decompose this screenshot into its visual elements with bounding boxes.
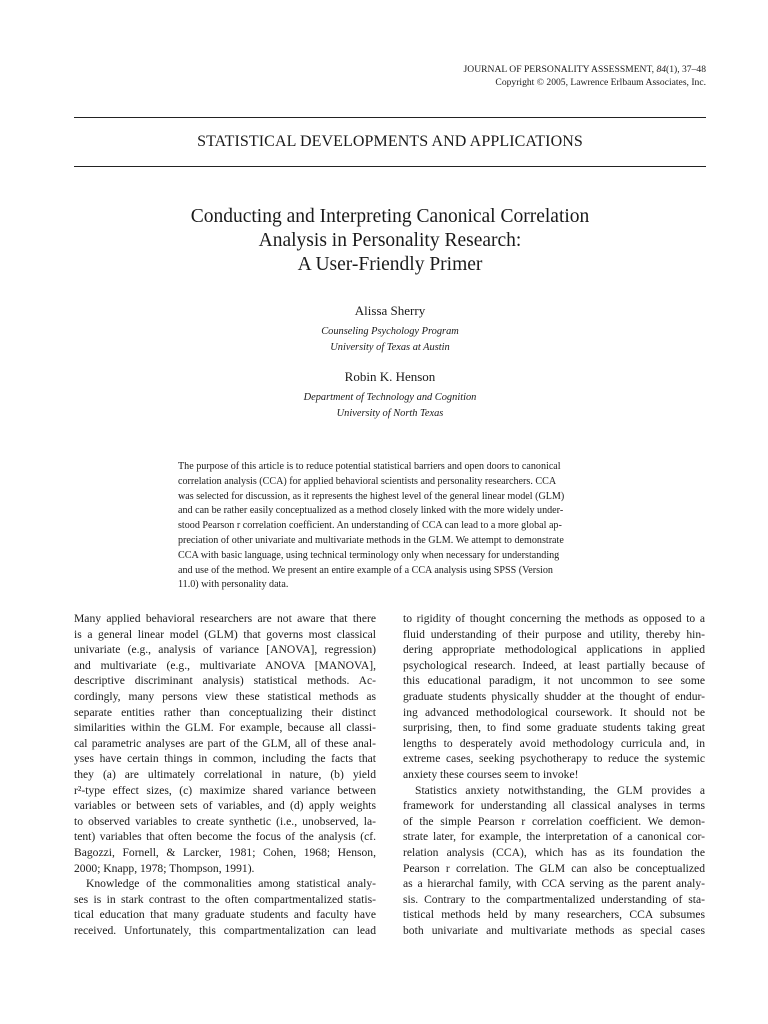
author-name: Robin K. Henson	[344, 369, 436, 384]
body-line: variables or between sets of variables, and (d) apply weights	[74, 799, 376, 813]
body-line: lengths to desperately avoid methodology curricula and, in	[403, 736, 705, 750]
body-line: Knowledge of the commonalities among statistical analy-	[86, 877, 376, 891]
author-affiliation: Department of Technology and Cognition	[303, 392, 477, 403]
body-line: both univariate and multivariate methods as special cases	[403, 923, 705, 937]
journal-volume: 84	[656, 64, 667, 75]
body-line: received. Unfortunately, this compartmentalization can lead	[74, 923, 376, 937]
abstract-line: CCA with basic language, using technical terminology only when necessary for understanding	[178, 549, 560, 561]
body-line: separate entities rather than conceptualizing their distinct	[74, 705, 376, 719]
abstract-line: correlation analysis (CCA) for applied behavioral scientists and personality researchers. CCA	[178, 475, 557, 487]
journal-header	[464, 63, 706, 89]
journal-citation	[464, 63, 706, 76]
author-name: Alissa Sherry	[354, 303, 426, 318]
body-line: extreme cases, seeking psychotherapy to reduce the systemic	[403, 752, 705, 766]
author-affiliation: University of Texas at Austin	[330, 342, 450, 353]
body-line: they (a) are ultimately correlational in nature, (b) yield	[74, 767, 376, 781]
journal-issue-pages: (1), 37–48	[666, 64, 706, 75]
author-block	[74, 303, 706, 356]
body-line: anxiety these courses seem to invoke!	[403, 767, 579, 781]
body-line: fluid understanding of their purpose and utility, thereby hin-	[403, 627, 705, 641]
body-line: cal parametric analyses are part of the GLM, all of these anal-	[74, 736, 376, 750]
body-column-left	[74, 611, 376, 938]
abstract-line: and use of the method. We present an entire example of a CCA analysis using SPSS (Version	[178, 564, 553, 576]
section-heading: STATISTICAL DEVELOPMENTS AND APPLICATIONS	[197, 133, 583, 150]
body-line: tent) variables that often become the focus of the analysis (cf.	[74, 830, 376, 844]
body-line: ing advanced methodological coursework. It should not be	[403, 705, 705, 719]
abstract-line: 11.0) with personality data.	[178, 579, 289, 591]
body-line: surprising, then, to find some graduate students taking great	[403, 721, 705, 735]
author-block	[74, 369, 706, 422]
body-column-right	[403, 611, 705, 938]
body-line: ses is in stark contrast to the often compartmentalized statis-	[74, 892, 376, 906]
abstract-line: was selected for discussion, as it represents the highest level of the general linear model (GLM)	[178, 490, 565, 502]
body-line: r²-type effect sizes, (c) maximize shared variance between	[74, 783, 376, 797]
title-line: Conducting and Interpreting Canonical Correlation	[190, 206, 590, 227]
body-line: Pearson r correlation. The GLM can also be conceptualized	[403, 861, 705, 875]
bottom-rule	[74, 166, 706, 167]
abstract-line: preciation of other univariate and multivariate methods in the GLM. We attempt to demonstrate	[178, 534, 564, 546]
body-line: framework for understanding all classical analyses in terms	[403, 799, 705, 813]
body-line: and multivariate (e.g., multivariate ANOVA [MANOVA],	[74, 658, 376, 672]
body-line: graduate students physically shudder at the thought of endur-	[403, 689, 705, 703]
body-line: cordingly, many persons view these statistical methods as	[74, 689, 376, 703]
body-line: tistical methods held by many researchers, CCA subsumes	[403, 908, 705, 922]
abstract	[178, 460, 602, 593]
body-line: Statistics anxiety notwithstanding, the GLM provides a	[415, 783, 705, 797]
copyright-line: Copyright © 2005, Lawrence Erlbaum Associates, Inc.	[495, 77, 706, 88]
body-line: Bagozzi, Fornell, & Larcker, 1981; Cohen, 1968; Henson,	[74, 845, 376, 859]
title-line: A User-Friendly Primer	[297, 254, 483, 275]
body-line: 2000; Knapp, 1978; Thompson, 1991).	[74, 861, 255, 875]
body-line: as a hierarchal family, with CCA serving as the parent analy-	[403, 877, 705, 891]
body-line: of the simple Pearson r correlation coefficient. We demon-	[403, 814, 705, 828]
body-line: relation analysis (CCA), which has as its foundation the	[403, 845, 705, 859]
body-line: dering appropriate methodological applications in applied	[403, 643, 705, 657]
abstract-line: The purpose of this article is to reduce potential statistical barriers and open doors to canonical	[178, 461, 561, 472]
body-line: univariate (e.g., analysis of variance [ANOVA], regression)	[74, 643, 376, 657]
body-line: descriptive discriminant analysis) statistical methods. Ac-	[74, 674, 376, 688]
author-affiliation: University of North Texas	[336, 408, 444, 419]
abstract-line: and can be rather easily conceptualized as a method closely linked with the more widely under-	[178, 505, 564, 517]
body-line: Many applied behavioral researchers are not aware that there	[74, 612, 376, 625]
body-line: tical education that many graduate students and faculty have	[74, 908, 376, 922]
body-line: psychological research. Indeed, at least partially because of	[403, 658, 705, 672]
body-line: similarities within the GLM. For example, because all classi-	[74, 721, 376, 735]
body-line: yses have certain things in common, including the facts that	[74, 752, 376, 766]
body-line: is a general linear model (GLM) that governs most classical	[74, 627, 376, 641]
body-line: this educational paradigm, it not uncommon to see some	[403, 674, 705, 688]
body-line: to rigidity of thought concerning the methods as opposed to a	[403, 612, 705, 625]
article-title	[74, 205, 706, 277]
top-rule	[74, 117, 706, 118]
abstract-line: stood Pearson r correlation coefficient. An understanding of CCA can lead to a more global ap-	[178, 520, 562, 532]
body-line: to observed variables to create synthetic (i.e., unobserved, la-	[74, 814, 376, 828]
body-line: strate later, for example, the interpretation of a canonical cor-	[403, 830, 705, 844]
author-affiliation: Counseling Psychology Program	[321, 326, 459, 337]
title-line: Analysis in Personality Research:	[258, 230, 522, 251]
journal-name: JOURNAL OF PERSONALITY ASSESSMENT,	[463, 64, 657, 75]
body-line: sis. Contrary to the compartmentalized understanding of sta-	[403, 892, 705, 906]
